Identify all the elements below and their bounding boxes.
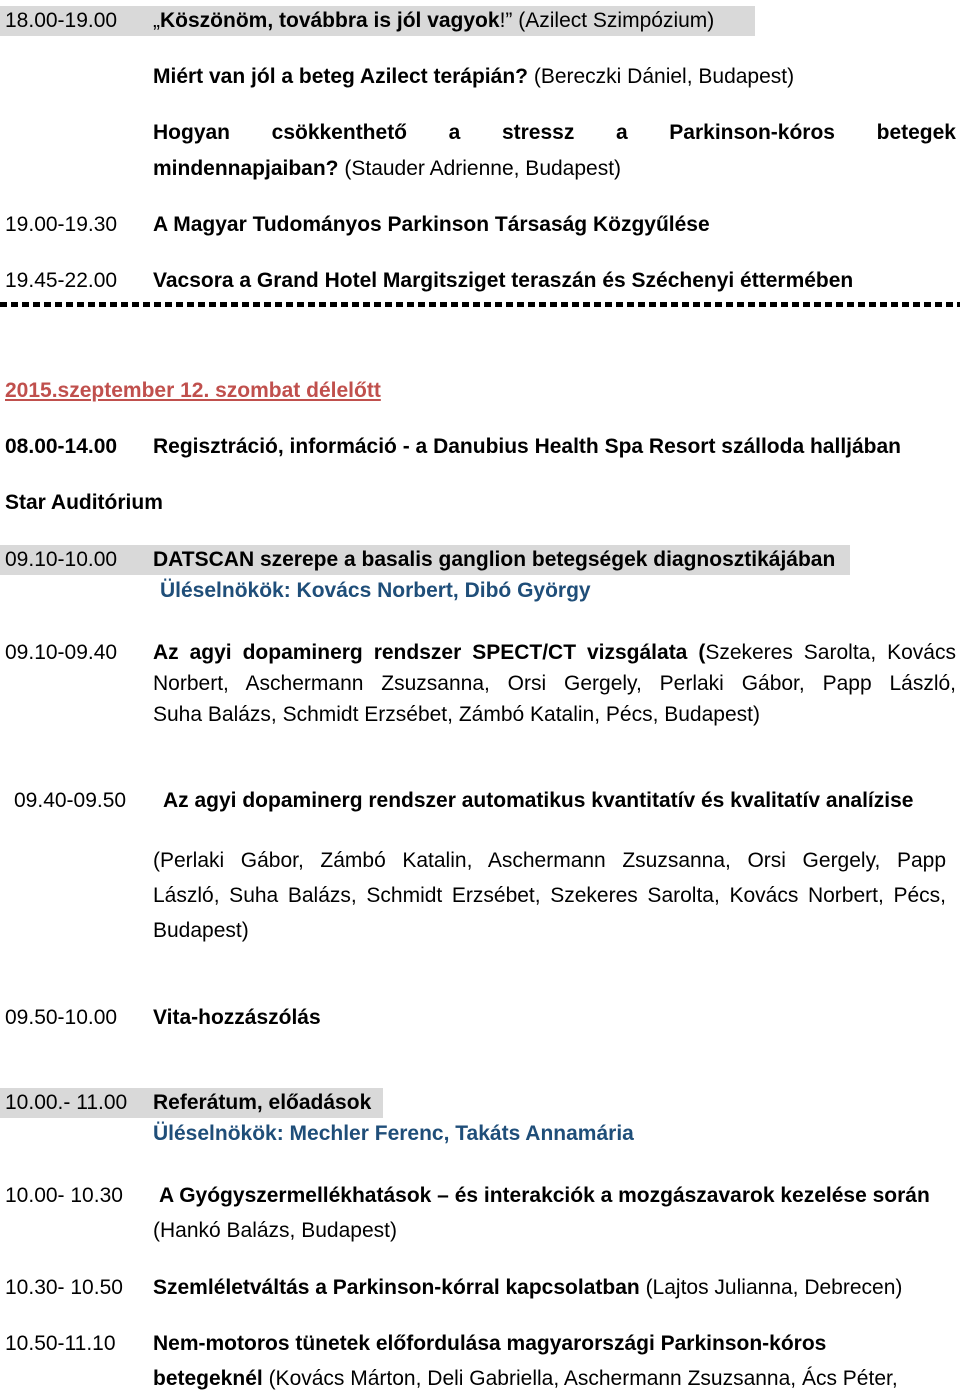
talk-title: Az agyi dopaminerg rendszer automatikus kvantitatív és kvalitatív analízise: [163, 789, 914, 812]
session-title: A Magyar Tudományos Parkinson Társaság Közgyűlése: [153, 213, 710, 236]
talk-title: A Gyógyszermellékhatások – és interakciók a mozgászavarok kezelése során: [159, 1184, 930, 1207]
session-time: 10.00.- 11.00: [5, 1091, 128, 1114]
dotted-divider: [0, 302, 960, 307]
session-title: Vacsora a Grand Hotel Margitsziget teraszán és Széchenyi éttermében: [153, 269, 854, 292]
talk-time: 09.40-09.50: [14, 789, 127, 812]
session-time: 18.00-19.00: [5, 9, 118, 32]
talk-time: 10.50-11.10: [5, 1332, 116, 1355]
talk-time: 10.30- 10.50: [5, 1276, 123, 1299]
talk-authors: Suha Balázs, Schmidt Erzsébet, Zámbó Katalin, Pécs, Budapest): [153, 703, 760, 726]
talk-title: Nem-motoros tünetek előfordulása magyarországi Parkinson-kóros: [153, 1332, 827, 1355]
talk-authors: Budapest): [153, 919, 249, 942]
talk-authors: (Perlaki Gábor, Zámbó Katalin, Aschermann Zsuzsanna, Orsi Gergely, Papp: [153, 849, 946, 872]
day-heading: 2015.szeptember 12. szombat délelőtt: [5, 379, 381, 402]
talk-authors: betegeknél (Kovács Márton, Deli Gabriella, Aschermann Zsuzsanna, Ács Péter,: [153, 1367, 898, 1390]
talk-title: Hogyan csökkenthető a stressz a Parkinson-kóros betegek: [153, 121, 956, 144]
session-time: 19.45-22.00: [5, 269, 118, 292]
talk-time: 09.10-09.40: [5, 641, 118, 664]
session-title: Referátum, előadások: [153, 1091, 372, 1114]
talk-authors: (Hankó Balázs, Budapest): [153, 1219, 397, 1242]
talk-continued: mindennapjaiban? (Stauder Adrienne, Budapest): [153, 157, 622, 180]
session-title: Regisztráció, információ - a Danubius Health Spa Resort szálloda halljában: [153, 435, 902, 458]
talk-authors: László, Suha Balázs, Schmidt Erzsébet, Szekeres Sarolta, Kovács Norbert, Pécs,: [153, 884, 946, 907]
talk: Miért van jól a beteg Azilect terápián? (Bereczki Dániel, Budapest): [153, 65, 795, 88]
talk-time: 09.50-10.00: [5, 1006, 118, 1029]
session-chairs: Üléselnökök: Mechler Ferenc, Takáts Annamária: [153, 1122, 634, 1145]
venue-heading: Star Auditórium: [5, 491, 163, 514]
talk-title: Az agyi dopaminerg rendszer SPECT/CT vizsgálata (Szekeres Sarolta, Kovács: [153, 641, 956, 664]
talk-authors: Norbert, Aschermann Zsuzsanna, Orsi Gergely, Perlaki Gábor, Papp László,: [153, 672, 956, 695]
session-title: DATSCAN szerepe a basalis ganglion betegségek diagnosztikájában: [153, 548, 836, 571]
session-title: „Köszönöm, továbbra is jól vagyok!” (Azilect Szimpózium): [153, 9, 715, 32]
session-chairs: Üléselnökök: Kovács Norbert, Dibó György: [160, 579, 591, 602]
talk-time: 10.00- 10.30: [5, 1184, 123, 1207]
talk-title: Vita-hozzászólás: [153, 1006, 321, 1029]
talk-title: Szemléletváltás a Parkinson-kórral kapcsolatban (Lajtos Julianna, Debrecen): [153, 1276, 903, 1299]
session-time: 09.10-10.00: [5, 548, 118, 571]
session-time: 08.00-14.00: [5, 435, 118, 458]
session-time: 19.00-19.30: [5, 213, 118, 236]
